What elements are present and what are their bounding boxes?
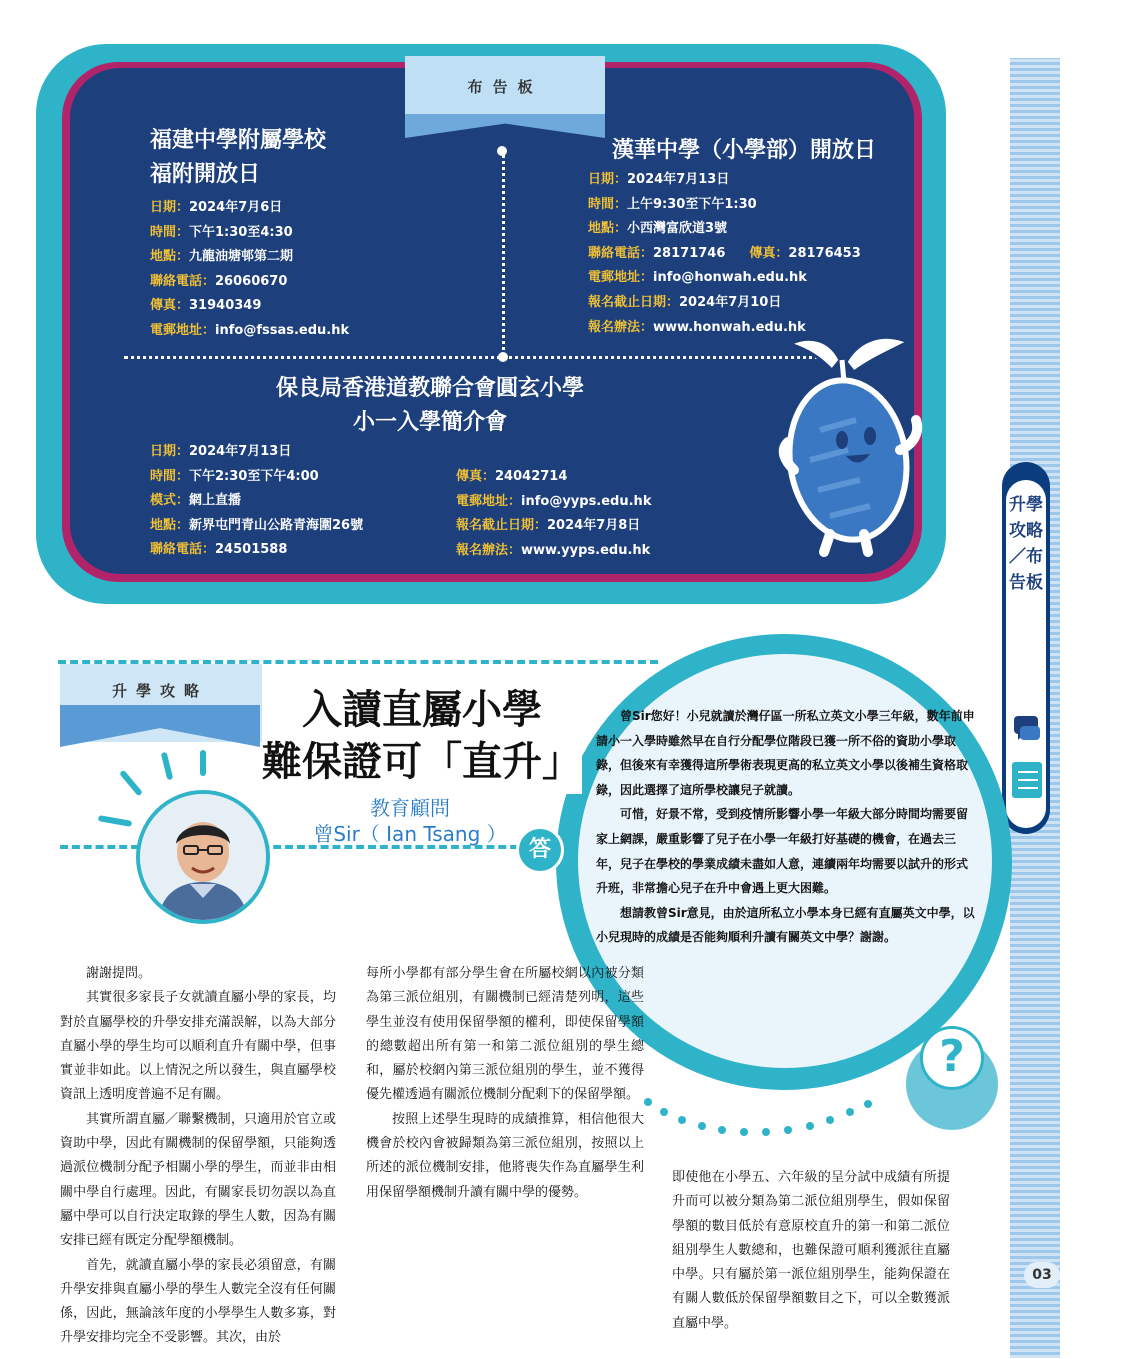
- question-paragraph: 想請教曾Sir意見，由於這所私立小學本身已經有直屬英文中學，以小兒現時的成績是否能夠順利升讀有關英文中學？謝謝。: [596, 905, 975, 945]
- article-paragraph: 每所小學都有部分學生會在所屬校網以內被分類為第三派位組別，有關機制已經清楚列明，這些學生並沒有使用保留學額的權利，即使保留學額的總數超出所有第一和第二派位組別的學生總和，屬於校網內第三派位組別的學生，並不獲得優先權透過有關派位機制分配剩下的保留學額。: [366, 966, 644, 1103]
- article-paragraph: 謝謝提問。: [86, 966, 152, 981]
- question-paragraph: 曾Sir您好！小兒就讀於灣仔區一所私立英文小學三年級，數年前申請小一入學時雖然早在自行分配學位階段已獲一所不俗的資助小學取錄，但後來有幸獲得這所學術表現更高的私立英文小學以後補生資格取錄，因此選擇了這所學校讓兒子就讀。: [596, 709, 975, 797]
- divider-dot: [498, 352, 508, 362]
- event3-row: 報名辦法：www.yyps.edu.hk: [456, 542, 651, 558]
- article-title-line2: 難保證可「直升」: [262, 739, 582, 785]
- event2-row: 報名辦法：www.honwah.edu.hk: [588, 319, 806, 335]
- page-number: 03: [1024, 1262, 1060, 1288]
- article-paragraph: 首先，就讀直屬小學的家長必須留意，有關升學安排與直屬小學的學生人數完全沒有任何關係，因此，無論該年度的小學學生人數多寡，對升學安排均完全不受影響。其次，由於: [60, 1257, 336, 1346]
- section-label: 升學攻略: [111, 682, 208, 700]
- event3-row: 報名截止日期：2024年7月8日: [456, 518, 641, 534]
- event1-row: 日期：2024年7月6日: [150, 200, 283, 215]
- event1: [150, 124, 349, 344]
- event3-row: 時間：下午2:30至下午4:00: [150, 468, 319, 484]
- chat-icon: [1010, 712, 1044, 802]
- side-tab-label: 升學攻略／布告板: [1009, 495, 1043, 593]
- divider-vertical: [502, 148, 505, 356]
- bulletin-board-label: 布告板: [467, 78, 543, 96]
- event3-title-line1: 保良局香港道教聯合會圓玄小學: [275, 376, 584, 401]
- article-paragraph: 其實很多家長子女就讀直屬小學的家長，均對於直屬學校的升學安排充滿誤解，以為大部分直屬小學的學生均可以順利直升有關中學，但事實並非如此。以上情況之所以發生，與直屬學校資訊上透明度普遍不足有關。: [60, 990, 336, 1103]
- event3-left: [150, 440, 363, 563]
- event2-row: 地點：小西灣富欣道3號: [588, 221, 728, 237]
- decor-ray: [98, 815, 133, 827]
- article-paragraph: 即使他在小學五、六年級的呈分試中成績有所提升而可以被分類為第二派位組別學生，假如保留學額的數目低於有意原校直升的第一和第二派位組別學生人數總和，也難保證可順利獲派往直屬中學。只有屬於第一派位組別學生，能夠保證在有關人數低於保留學額數目之下，可以全數獲派直屬中學。: [672, 1170, 950, 1331]
- decor-ray: [161, 752, 174, 781]
- event1-row: 地點：九龍油塘邨第二期: [150, 249, 294, 265]
- event3-title: [150, 372, 710, 440]
- event1-row: 聯絡電話：26060670: [150, 273, 288, 289]
- divider-dot: [497, 146, 507, 156]
- event2-row: 報名截止日期：2024年7月10日: [588, 294, 782, 310]
- author-photo: [136, 790, 270, 924]
- event1-row: 時間：下午1:30至4:30: [150, 224, 293, 240]
- event3-row: 電郵地址：info@yyps.edu.hk: [456, 493, 652, 509]
- event3-row: 日期：2024年7月13日: [150, 444, 292, 459]
- event2-row: 日期：2024年7月13日: [588, 172, 730, 187]
- event1-title-line1: 福建中學附屬學校: [150, 128, 327, 153]
- event3-title-line2: 小一入學簡介會: [352, 410, 507, 435]
- event3-row: 傳真：24042714: [456, 469, 568, 484]
- article-paragraph: 按照上述學生現時的成績推算，相信他很大機會於校內會被歸類為第三派位組別，按照以上所述的派位機制安排，他將喪失作為直屬學生利用保留學額機制升讀有關中學的優勢。: [366, 1111, 644, 1200]
- question-mark-icon: ?: [920, 1026, 984, 1090]
- event3-right: [456, 465, 651, 563]
- divider-horizontal: [124, 356, 826, 359]
- decor-ray: [119, 770, 143, 797]
- article-column-3: [672, 1166, 950, 1336]
- decor-ray: [200, 750, 206, 776]
- event2-row: 電郵地址：info@honwah.edu.hk: [588, 270, 807, 286]
- event3-row: 地點：新界屯門青山公路青海圍26號: [150, 517, 364, 533]
- event1-title-line2: 福附開放日: [150, 162, 261, 187]
- event3-row: 聯絡電話：24501588: [150, 542, 288, 558]
- dotted-trail: [640, 1090, 900, 1150]
- event2-title: 漢華中學（小學部）開放日: [612, 138, 877, 163]
- question-paragraph: 可惜，好景不常，受到疫情所影響小學一年級大部分時間均需要留家上網課，嚴重影響了兒子在小學一年級打好基礎的機會，在過去三年，兒子在學校的學業成績未盡如人意，連續兩年均需要以試升的形式升班，非常擔心兒子在升中會遇上更大困難。: [596, 807, 969, 896]
- article-column-1: [60, 962, 336, 1351]
- event2: [588, 134, 876, 340]
- event1-row: 電郵地址：info@fssas.edu.hk: [150, 322, 350, 338]
- header-separator: [60, 845, 530, 849]
- article-title: [262, 684, 582, 788]
- event3-row: 模式：網上直播: [150, 493, 242, 509]
- author-role: 教育顧問: [370, 796, 450, 820]
- event2-row: 聯絡電話：28171746 傳真：28176453: [588, 245, 861, 261]
- event1-row: 傳真：31940349: [150, 298, 262, 314]
- mascot-illustration: [760, 320, 930, 560]
- bulletin-board-tab: [405, 56, 605, 138]
- answer-badge: 答: [516, 826, 564, 874]
- question-text: [596, 704, 976, 950]
- event2-row: 時間：上午9:30至下午1:30: [588, 196, 757, 212]
- article-column-2: [366, 962, 644, 1205]
- article-title-line1: 入讀直屬小學: [302, 687, 542, 733]
- author-name: 曾Sir（ Ian Tsang ）: [313, 822, 507, 846]
- article-paragraph: 其實所謂直屬／聯繫機制，只適用於官立或資助中學，因此有關機制的保留學額，只能夠透過派位機制分配予相關小學的學生，而並非由相關中學自行處理。因此，有關家長切勿誤以為直屬中學可以自行決定取錄的學生人數，因為有關安排已經有既定分配學額機制。: [60, 1111, 336, 1249]
